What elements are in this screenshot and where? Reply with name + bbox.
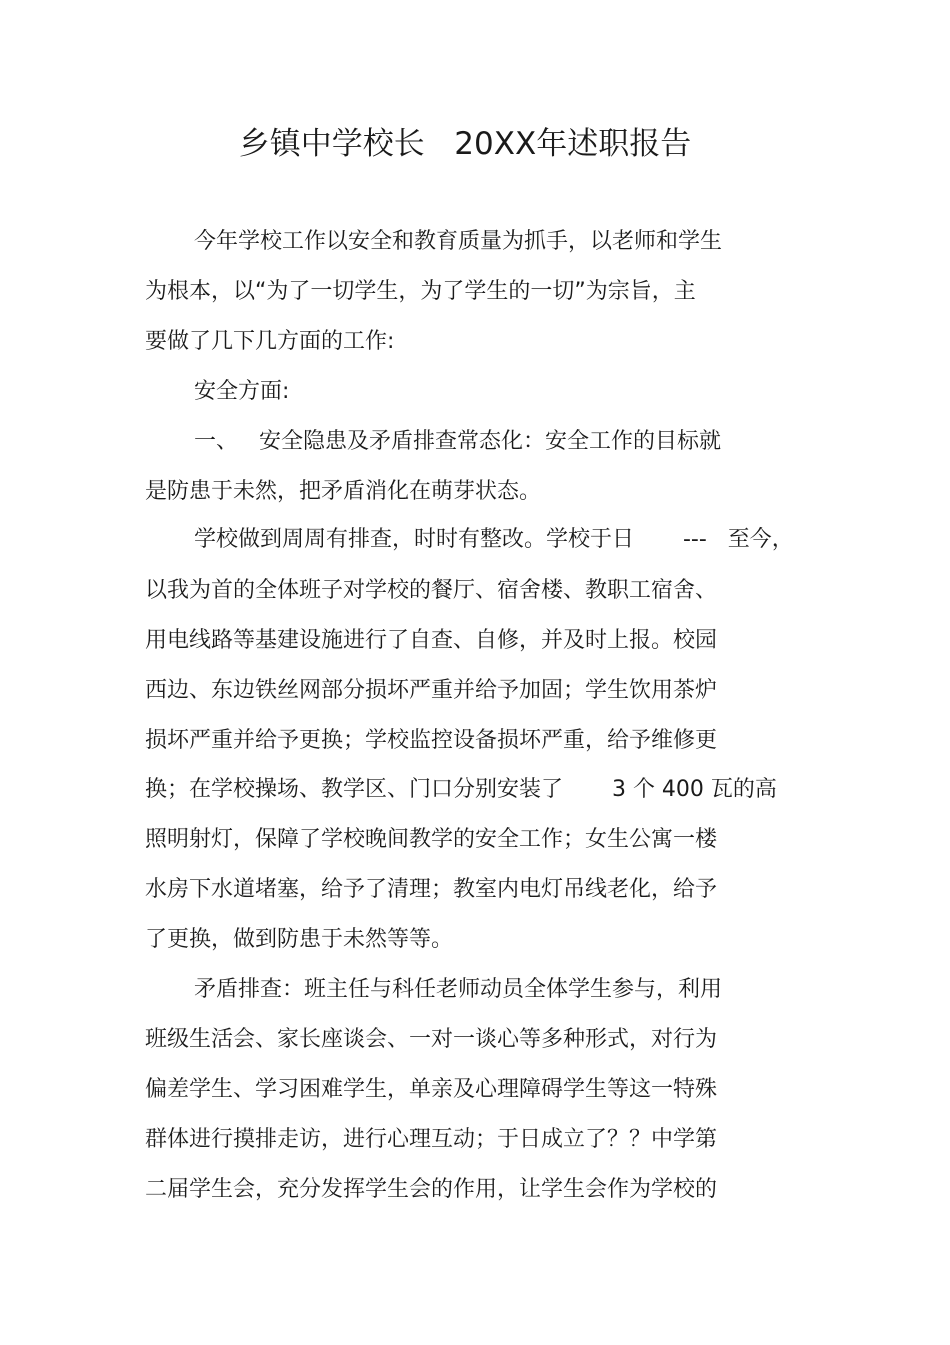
paragraph-line: 群体进行摸排走访，进行心理互动；于日成立了？？中学第 <box>145 1127 718 1152</box>
paragraph-line: 矛盾排查：班主任与科任老师动员全体学生参与，利用 <box>194 977 723 1002</box>
paragraph-line: 班级生活会、家长座谈会、一对一谈心等多种形式，对行为 <box>145 1027 718 1052</box>
paragraph-line: 照明射灯，保障了学校晚间教学的安全工作；女生公寓一楼 <box>145 827 718 852</box>
document-title: 乡镇中学校长 20XX年述职报告 <box>238 126 692 162</box>
paragraph-line: 二届学生会，充分发挥学生会的作用，让学生会作为学校的 <box>145 1177 718 1202</box>
paragraph-line: 换；在学校操场、教学区、门口分别安装了 3 个 400 瓦的高 <box>145 777 777 802</box>
paragraph-line: 了更换，做到防患于未然等等。 <box>145 927 454 952</box>
paragraph-line: 西边、东边铁丝网部分损坏严重并给予加固；学生饮用茶炉 <box>145 678 718 703</box>
section-heading: 安全方面: <box>194 379 290 404</box>
paragraph-line: 损坏严重并给予更换；学校监控设备损坏严重，给予维修更 <box>145 728 718 753</box>
paragraph-line: 用电线路等基建设施进行了自查、自修，并及时上报。校园 <box>145 628 718 653</box>
paragraph-line: 今年学校工作以安全和教育质量为抓手，以老师和学生 <box>194 229 723 254</box>
paragraph-line: 学校做到周周有排查，时时有整改。学校于日 --- 至今， <box>194 527 794 552</box>
paragraph-line: 为根本，以“为了一切学生，为了学生的一切”为宗旨，主 <box>145 279 696 304</box>
paragraph-line: 水房下水道堵塞，给予了清理；教室内电灯吊线老化，给予 <box>145 877 718 902</box>
paragraph-line: 一、 安全隐患及矛盾排查常态化：安全工作的目标就 <box>194 429 721 454</box>
paragraph-line: 偏差学生、学习困难学生，单亲及心理障碍学生等这一特殊 <box>145 1077 718 1102</box>
paragraph-line: 是防患于未然，把矛盾消化在萌芽状态。 <box>145 479 542 504</box>
paragraph-line: 以我为首的全体班子对学校的餐厅、宿舍楼、教职工宿舍、 <box>145 578 718 603</box>
paragraph-line: 要做了几下几方面的工作: <box>145 329 395 354</box>
